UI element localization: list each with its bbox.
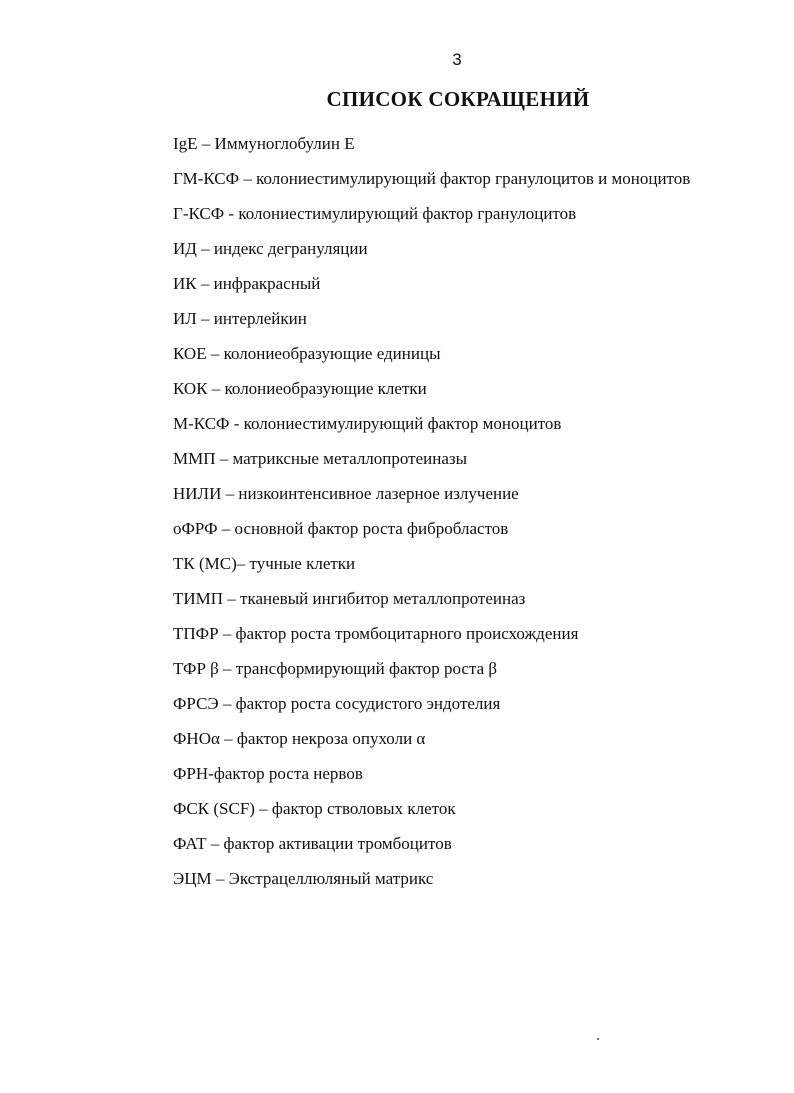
abbreviation-item-gm-ksf: ГМ-КСФ – колониестимулирующий фактор гранулоцитов и моноцитов xyxy=(173,169,691,188)
abbreviation-item-nili: НИЛИ – низкоинтенсивное лазерное излучение xyxy=(173,484,519,503)
abbreviation-item-fno-alpha: ФНОα – фактор некроза опухоли α xyxy=(173,729,426,748)
abbreviation-item-m-ksf: М-КСФ - колониестимулирующий фактор моноцитов xyxy=(173,414,562,433)
abbreviation-item-tk-ms: ТК (МС)– тучные клетки xyxy=(173,554,356,573)
abbreviation-item-tpfr: ТПФР – фактор роста тромбоцитарного происхождения xyxy=(173,624,579,643)
abbreviation-item-tfr-beta: ТФР β – трансформирующий фактор роста β xyxy=(173,659,498,678)
abbreviation-item-id: ИД – индекс дегрануляции xyxy=(173,239,368,258)
abbreviation-item-koe: КОЕ – колониеобразующие единицы xyxy=(173,344,441,363)
abbreviation-item-mmp: ММП – матриксные металлопротеиназы xyxy=(173,449,468,468)
abbreviation-item-frse: ФРСЭ – фактор роста сосудистого эндотелия xyxy=(173,694,501,713)
abbreviation-item-frn: ФРН-фактор роста нервов xyxy=(173,764,363,783)
page-title: СПИСОК СОКРАЩЕНИЙ xyxy=(326,87,590,111)
abbreviation-list xyxy=(173,130,745,900)
stray-dot xyxy=(597,1038,599,1040)
abbreviation-item-g-ksf: Г-КСФ - колониестимулирующий фактор гранулоцитов xyxy=(173,204,577,223)
abbreviation-item-ige: IgE – Иммуноглобулин Е xyxy=(173,134,355,153)
abbreviation-item-fsk-scf: ФСК (SCF) – фактор стволовых клеток xyxy=(173,799,456,818)
abbreviation-item-timp: ТИМП – тканевый ингибитор металлопротеиназ xyxy=(173,589,526,608)
abbreviation-item-ofrf: оФРФ – основной фактор роста фибробластов xyxy=(173,519,509,538)
abbreviation-item-kok: КОК – колониеобразующие клетки xyxy=(173,379,427,398)
abbreviation-item-fat: ФАТ – фактор активации тромбоцитов xyxy=(173,834,452,853)
abbreviation-item-il: ИЛ – интерлейкин xyxy=(173,309,307,328)
abbreviation-item-ecm: ЭЦМ – Экстрацеллюляный матрикс xyxy=(173,869,434,888)
page-number: 3 xyxy=(452,50,462,69)
abbreviation-item-ik: ИК – инфракрасный xyxy=(173,274,321,293)
